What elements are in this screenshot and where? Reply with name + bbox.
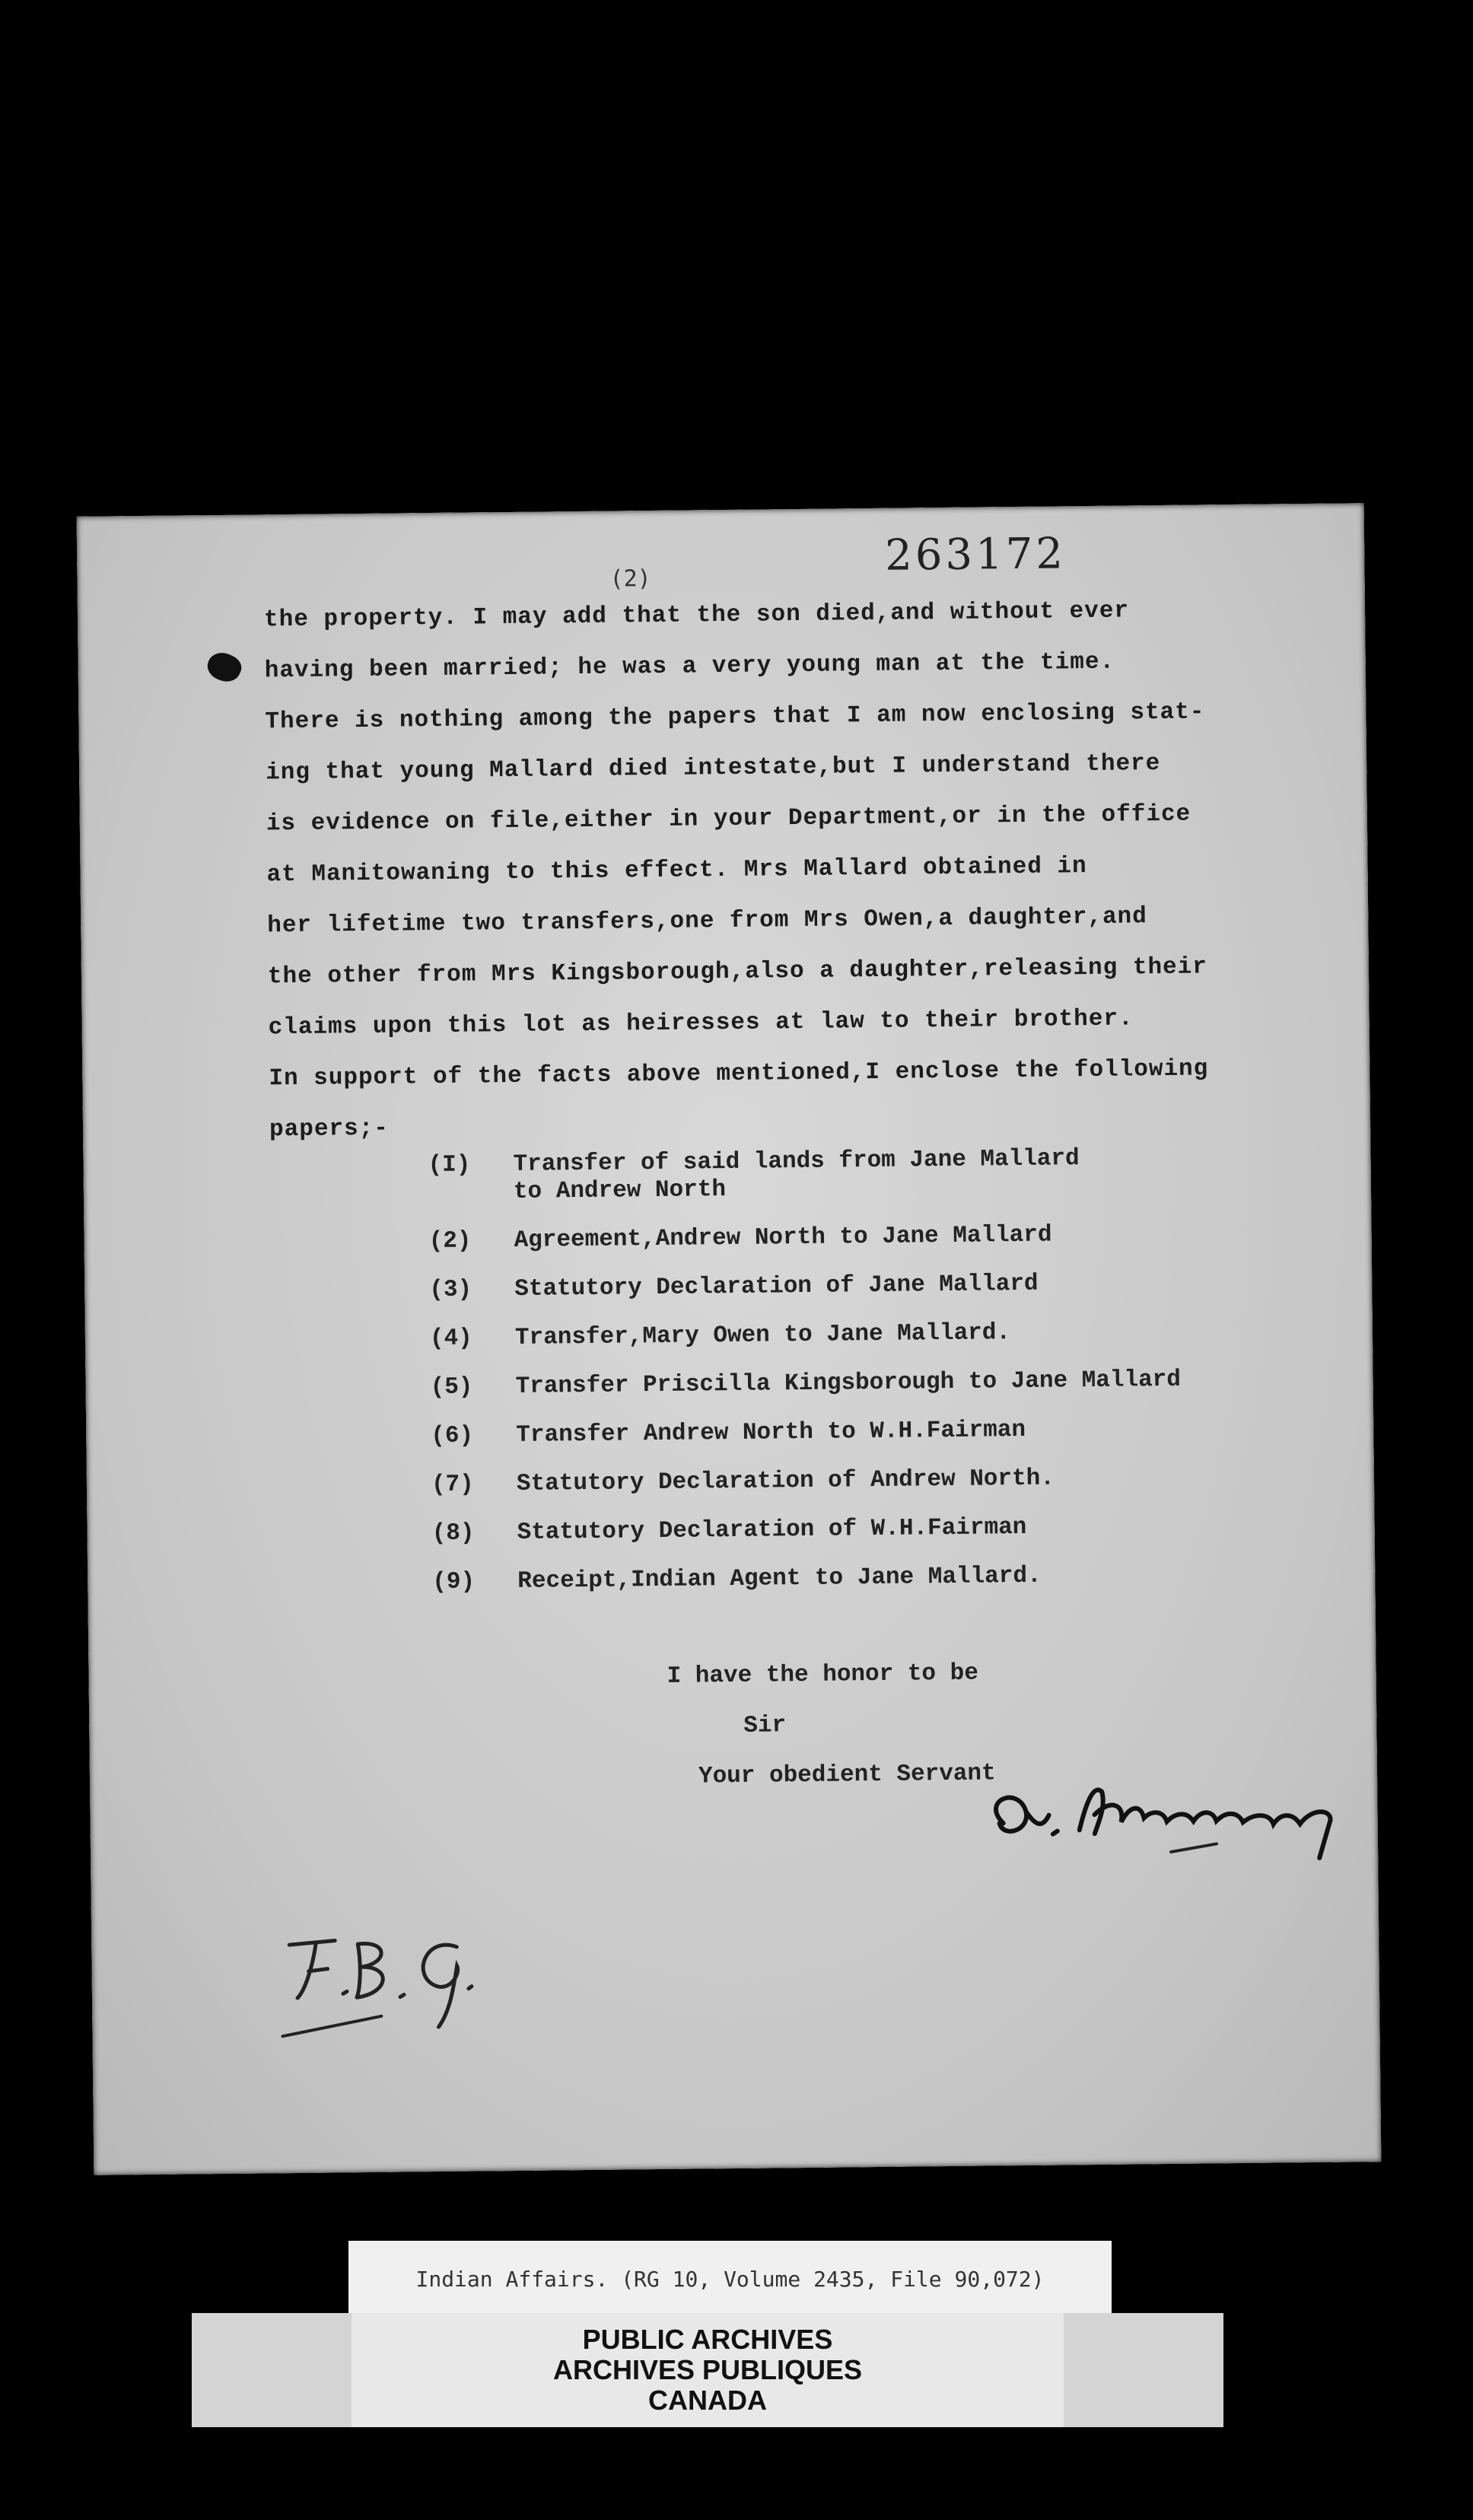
body-line: There is nothing among the papers that I am now enclosing stat- [265,698,1205,736]
enclosure-item [431,1512,1268,1548]
handwritten-signature [972,1766,1369,1869]
enclosure-text: Receipt,Indian Agent to Jane Mallard. [517,1562,1042,1595]
enclosure-text: Statutory Declaration of Andrew North. [516,1465,1055,1497]
enclosure-text: Transfer,Mary Owen to Jane Mallard. [514,1319,1011,1351]
letter-body [264,584,1282,1155]
body-line: her lifetime two transfers,one from Mrs Owen,a daughter,and [267,903,1147,940]
enclosure-item [431,1414,1268,1451]
body-line: claims upon this lot as heiresses at law to their brother. [268,1005,1134,1042]
enclosure-number: (4) [429,1325,472,1353]
enclosure-number: (3) [429,1276,472,1304]
letter-closing [667,1648,996,1802]
enclosure-text: Statutory Declaration of Jane Mallard [514,1270,1039,1303]
archive-source-label: Indian Affairs. (RG 10, Volume 2435, File 90,072) [348,2241,1112,2317]
body-line: ing that young Mallard died intestate,but I understand there [265,750,1161,787]
enclosure-list [428,1144,1269,1618]
page-number: (2) [609,565,651,593]
archive-line: PUBLIC ARCHIVES [582,2324,833,2355]
enclosure-item [431,1463,1268,1500]
enclosure-number: (2) [428,1227,472,1255]
enclosure-text: Statutory Declaration of W.H.Fairman [517,1513,1027,1546]
enclosure-text: Agreement,Andrew North to Jane Mallard [514,1221,1052,1254]
closing-line: Your obedient Servant [698,1760,996,1790]
enclosure-text: Transfer Andrew North to W.H.Fairman [516,1416,1026,1449]
enclosure-item [428,1144,1265,1208]
enclosure-number: (6) [431,1422,474,1450]
enclosure-text: Transfer Priscilla Kingsborough to Jane Mallard [515,1366,1182,1400]
archive-stamp-label [192,2313,1223,2427]
enclosure-item [429,1268,1266,1305]
enclosure-number: (7) [431,1471,474,1499]
enclosure-number: (9) [432,1568,476,1596]
body-line: papers;- [269,1115,390,1144]
body-line: the other from Mrs Kingsborough,also a daughter,releasing their [267,953,1208,991]
handwritten-initials [274,1920,504,2044]
body-line: at Manitowaning to this effect. Mrs Mallard obtained in [266,853,1087,889]
enclosure-item [430,1366,1267,1402]
body-line: the property. I may add that the son died,and without ever [263,597,1130,634]
label-tab-left [192,2313,352,2427]
body-line: In support of the facts above mentioned,I enclose the following [269,1055,1209,1093]
enclosure-number: (5) [430,1373,473,1402]
closing-salutation: Sir [743,1712,787,1739]
file-stamp-number: 263172 [884,529,1067,581]
enclosure-number: (8) [431,1519,475,1548]
archive-line: CANADA [648,2385,767,2416]
body-line: is evidence on file,either in your Department,or in the office [266,800,1191,838]
enclosure-text: Transfer of said lands from Jane Mallard to Andrew North [513,1145,1080,1205]
closing-line: I have the honor to be [667,1659,979,1690]
enclosure-item [430,1317,1267,1354]
enclosure-number: (I) [428,1151,471,1179]
body-line: having been married; he was a very young man at the time. [264,648,1115,685]
enclosure-item [428,1220,1265,1256]
label-tab-right [1064,2313,1223,2427]
letter-page [77,503,1382,2175]
punch-hole-mark [203,648,245,686]
enclosure-item [432,1561,1269,1597]
archive-line: ARCHIVES PUBLIQUES [552,2354,863,2385]
